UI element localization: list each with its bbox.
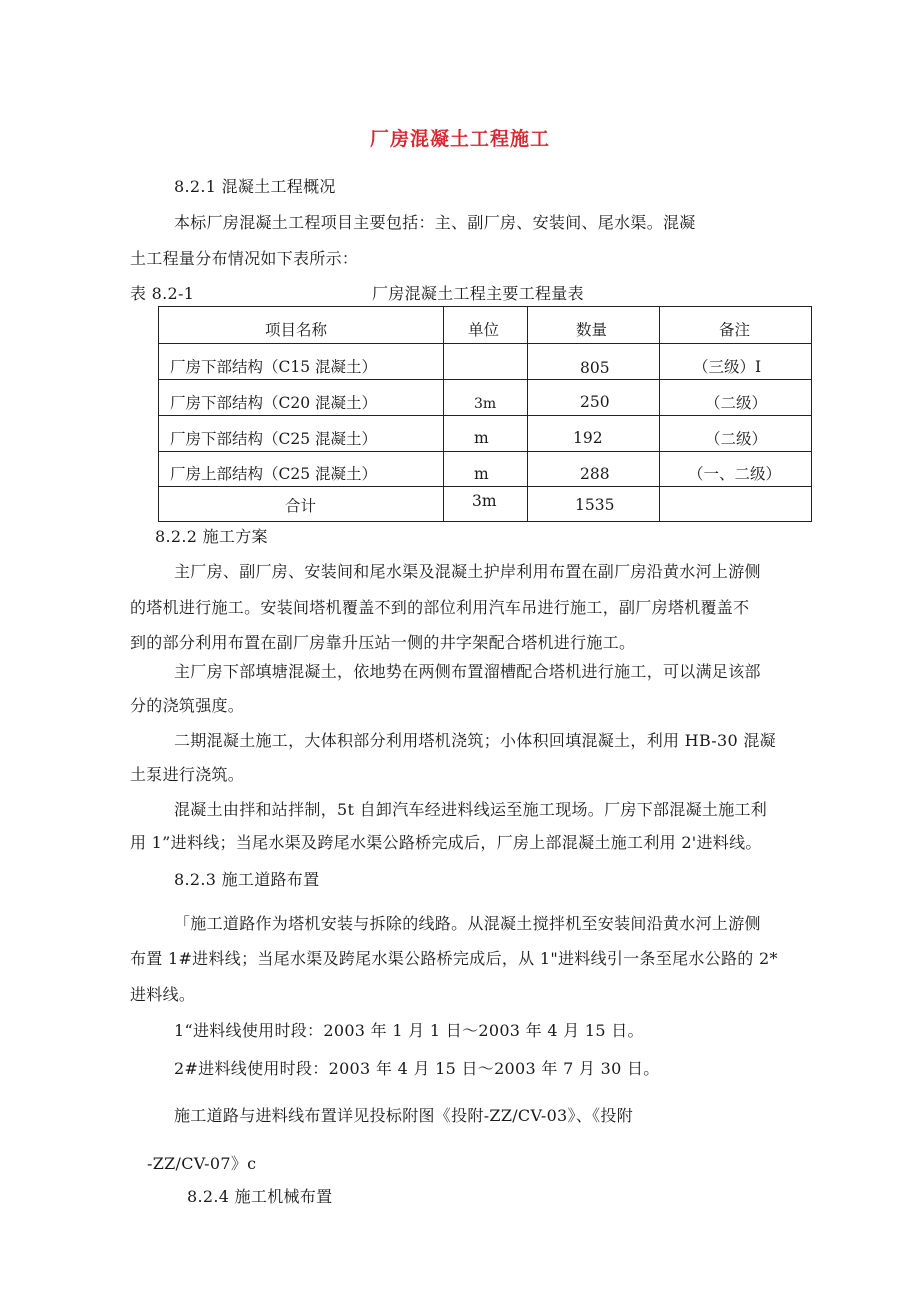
paragraph-line: 「施工道路作为塔机安装与拆除的线路。从混凝土搅拌机至安装间沿黄水河上游侧 (174, 914, 761, 933)
section-heading-822: 8.2.2 施工方案 (155, 527, 268, 546)
paragraph-line: 二期混凝土施工，大体积部分利用塔机浇筑；小体积回填混凝土，利用 HB-30 混凝 (174, 731, 776, 750)
paragraph-line: 1“进料线使用时段：2003 年 1 月 1 日～2003 年 4 月 15 日。 (174, 1021, 644, 1040)
table-cell: 1535 (575, 496, 615, 514)
section-heading-823: 8.2.3 施工道路布置 (174, 870, 320, 889)
table-header: 备注 (719, 321, 751, 339)
table-header: 项目名称 (265, 321, 328, 339)
table-cell: 250 (580, 393, 610, 411)
table-cell: 3m (474, 396, 497, 412)
paragraph-line: 分的浇筑强度。 (130, 696, 245, 715)
table-caption: 厂房混凝土工程主要工程量表 (372, 284, 584, 303)
table-cell-total: 合计 (285, 497, 317, 515)
section-heading-821: 8.2.1 混凝土工程概况 (174, 177, 336, 196)
paragraph-line: 用 1”进料线；当尾水渠及跨尾水渠公路桥完成后，厂房上部混凝土施工利用 2'进料线。 (130, 833, 762, 852)
paragraph-line: 2#进料线使用时段：2003 年 4 月 15 日～2003 年 7 月 30 日。 (174, 1059, 660, 1078)
paragraph-line: 进料线。 (130, 985, 196, 1004)
paragraph-line: 主厂房下部填塘混凝土，依地势在两侧布置溜槽配合塔机进行施工，可以满足该部 (174, 662, 761, 681)
paragraph-line: -ZZ/CV-07》c (147, 1154, 257, 1173)
paragraph-line: 到的部分利用布置在副厂房靠升压站一侧的井字架配合塔机进行施工。 (130, 633, 636, 652)
section-heading-824: 8.2.4 施工机械布置 (187, 1187, 333, 1206)
paragraph-line: 主厂房、副厂房、安装间和尾水渠及混凝土护岸利用布置在副厂房沿黄水河上游侧 (174, 562, 761, 581)
paragraph-line: 土工程量分布情况如下表所示： (130, 249, 359, 268)
table-cell: 288 (580, 465, 610, 483)
paragraph-line: 布置 1#进料线；当尾水渠及跨尾水渠公路桥完成后，从 1"进料线引一条至尾水公路的 2* (130, 949, 778, 968)
table-cell: 厂房上部结构（C25 混凝土） (170, 465, 378, 483)
table-cell: 厂房下部结构（C25 混凝土） (170, 430, 378, 448)
table-cell: m (474, 429, 489, 447)
paragraph-line: 的塔机进行施工。安装间塔机覆盖不到的部位利用汽车吊进行施工，副厂房塔机覆盖不 (130, 598, 750, 617)
paragraph-line: 施工道路与进料线布置详见投标附图《投附-ZZ/CV-03》、《投附 (174, 1106, 634, 1125)
table-header: 数量 (576, 321, 608, 339)
table-label: 表 8.2-1 (130, 284, 195, 303)
table-cell: （三级）I (693, 358, 762, 376)
table-cell: 805 (580, 359, 610, 377)
paragraph-line: 混凝土由拌和站拌制，5t 自卸汽车经进料线运至施工现场。厂房下部混凝土施工利 (174, 800, 768, 819)
table-cell: m (474, 465, 489, 483)
table-cell: 192 (573, 429, 603, 447)
paragraph-line: 本标厂房混凝土工程项目主要包括：主、副厂房、安装间、尾水渠。混凝 (174, 213, 696, 232)
table-cell: （二级） (705, 430, 768, 448)
table-cell: 厂房下部结构（C15 混凝土） (170, 358, 378, 376)
table-cell: 厂房下部结构（C20 混凝土） (170, 394, 378, 412)
page-title: 厂房混凝土工程施工 (369, 128, 550, 150)
table-cell: （二级） (705, 394, 768, 412)
paragraph-line: 土泵进行浇筑。 (130, 765, 245, 784)
table-cell: 3m (472, 492, 497, 510)
table-cell: （一、二级） (688, 465, 782, 483)
table-header: 单位 (468, 321, 500, 339)
